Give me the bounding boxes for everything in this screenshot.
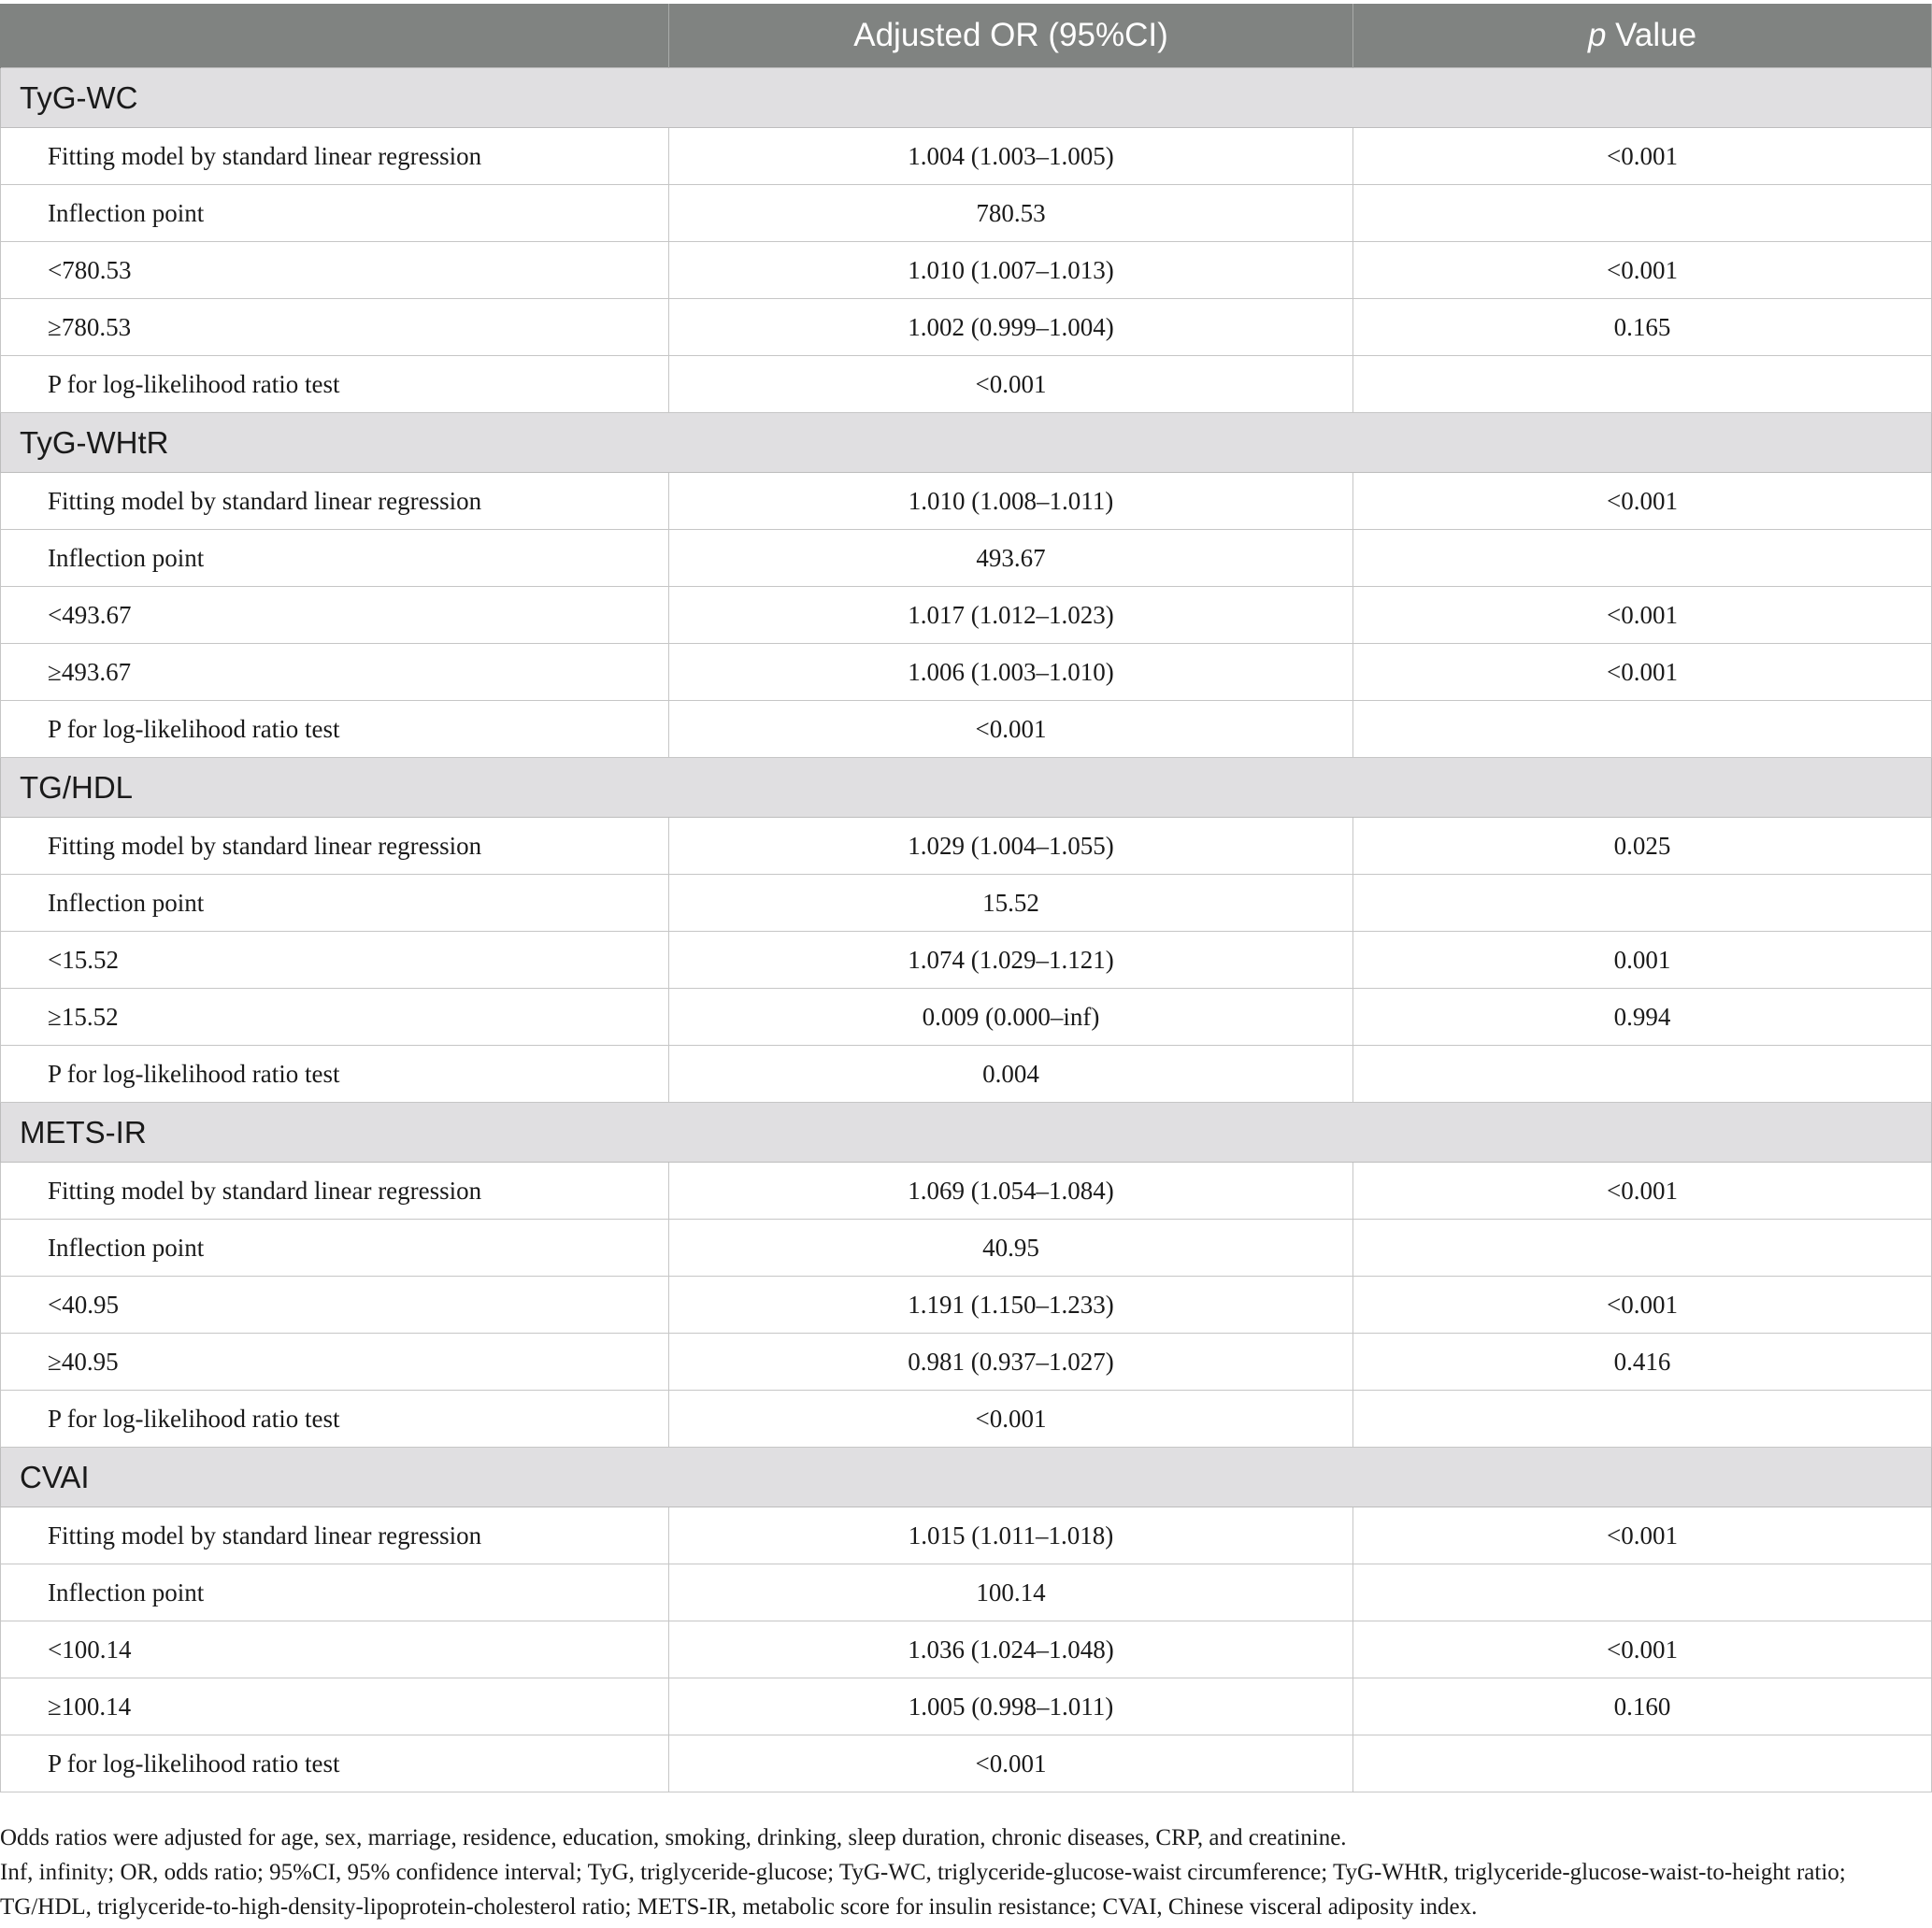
row-label: Fitting model by standard linear regression (1, 1163, 669, 1220)
row-p-value (1353, 185, 1932, 242)
group-row (1, 758, 1932, 818)
row-label: Inflection point (1, 1220, 669, 1277)
row-p-value: <0.001 (1353, 128, 1932, 185)
row-or-value: <0.001 (669, 356, 1353, 413)
table-row (1, 1621, 1932, 1678)
row-p-value: 0.416 (1353, 1334, 1932, 1391)
table-row (1, 299, 1932, 356)
row-p-value: <0.001 (1353, 473, 1932, 530)
group-title: METS-IR (1, 1103, 1932, 1163)
table-row (1, 644, 1932, 701)
table-row (1, 587, 1932, 644)
group-title: TyG-WC (1, 68, 1932, 128)
row-p-value: <0.001 (1353, 242, 1932, 299)
table-row (1, 989, 1932, 1046)
row-p-value: 0.001 (1353, 932, 1932, 989)
table-row (1, 1507, 1932, 1564)
row-or-value: 1.006 (1.003–1.010) (669, 644, 1353, 701)
row-or-value: 1.010 (1.008–1.011) (669, 473, 1353, 530)
row-label: Fitting model by standard linear regression (1, 818, 669, 875)
row-p-value (1353, 701, 1932, 758)
row-label: Fitting model by standard linear regression (1, 1507, 669, 1564)
group-title: TG/HDL (1, 758, 1932, 818)
row-p-value (1353, 1391, 1932, 1448)
table-body (1, 68, 1932, 1792)
row-label: ≥40.95 (1, 1334, 669, 1391)
table-row (1, 1391, 1932, 1448)
row-p-value (1353, 1564, 1932, 1621)
row-label: Inflection point (1, 1564, 669, 1621)
table-row (1, 818, 1932, 875)
row-label: ≥100.14 (1, 1678, 669, 1735)
row-p-value (1353, 530, 1932, 587)
row-or-value: <0.001 (669, 1391, 1353, 1448)
group-title: CVAI (1, 1448, 1932, 1507)
row-label: Fitting model by standard linear regression (1, 128, 669, 185)
table-row (1, 1277, 1932, 1334)
table-row (1, 1046, 1932, 1103)
table-row (1, 875, 1932, 932)
row-p-value (1353, 356, 1932, 413)
row-or-value: <0.001 (669, 701, 1353, 758)
row-label: <40.95 (1, 1277, 669, 1334)
table-row (1, 1735, 1932, 1792)
group-row (1, 413, 1932, 473)
row-p-value (1353, 1735, 1932, 1792)
footnote-abbreviations: Inf, infinity; OR, odds ratio; 95%CI, 95% confidence interval; TyG, triglyceride-glucose; TyG-WC, triglyceride-glucose-waist circumference; TyG-WHtR, triglyceride-glucose-waist-to-height ratio; TG/HDL, triglyceride-to-high-density-lipoprotein-cholesterol ratio; METS-IR, metabolic score for insulin resistance; CVAI, Chinese visceral adiposity index. (0, 1860, 1846, 1920)
table-row (1, 185, 1932, 242)
row-or-value: 1.036 (1.024–1.048) (669, 1621, 1353, 1678)
table-row (1, 932, 1932, 989)
row-label: P for log-likelihood ratio test (1, 1735, 669, 1792)
row-label: ≥780.53 (1, 299, 669, 356)
row-or-value: 1.069 (1.054–1.084) (669, 1163, 1353, 1220)
row-or-value: 1.191 (1.150–1.233) (669, 1277, 1353, 1334)
table-row (1, 356, 1932, 413)
row-or-value: 1.010 (1.007–1.013) (669, 242, 1353, 299)
row-p-value: <0.001 (1353, 1277, 1932, 1334)
header-row (1, 4, 1932, 68)
row-label: ≥15.52 (1, 989, 669, 1046)
row-label: Inflection point (1, 530, 669, 587)
row-label: Inflection point (1, 185, 669, 242)
row-p-value: 0.025 (1353, 818, 1932, 875)
row-p-value: <0.001 (1353, 587, 1932, 644)
row-p-value: <0.001 (1353, 1507, 1932, 1564)
row-or-value: 0.004 (669, 1046, 1353, 1103)
row-p-value: 0.994 (1353, 989, 1932, 1046)
row-label: <493.67 (1, 587, 669, 644)
header-cell-p-value (1353, 4, 1932, 68)
table-row (1, 1678, 1932, 1735)
table-row (1, 530, 1932, 587)
table-row (1, 1163, 1932, 1220)
group-row (1, 1103, 1932, 1163)
row-label: <780.53 (1, 242, 669, 299)
table-row (1, 701, 1932, 758)
row-or-value: 1.002 (0.999–1.004) (669, 299, 1353, 356)
row-p-value (1353, 1046, 1932, 1103)
row-p-value: 0.160 (1353, 1678, 1932, 1735)
row-or-value: <0.001 (669, 1735, 1353, 1792)
row-label: P for log-likelihood ratio test (1, 1046, 669, 1103)
row-or-value: 40.95 (669, 1220, 1353, 1277)
group-row (1, 1448, 1932, 1507)
row-or-value: 1.005 (0.998–1.011) (669, 1678, 1353, 1735)
row-or-value: 780.53 (669, 185, 1353, 242)
row-or-value: 100.14 (669, 1564, 1353, 1621)
group-title: TyG-WHtR (1, 413, 1932, 473)
table-row (1, 242, 1932, 299)
row-label: Fitting model by standard linear regression (1, 473, 669, 530)
table-row (1, 1564, 1932, 1621)
row-label: ≥493.67 (1, 644, 669, 701)
header-cell-or: Adjusted OR (95%CI) (669, 4, 1353, 68)
row-or-value: 1.074 (1.029–1.121) (669, 932, 1353, 989)
results-table-container (0, 4, 1932, 1792)
header-p-rest: Value (1615, 17, 1697, 53)
row-or-value: 15.52 (669, 875, 1353, 932)
table-row (1, 128, 1932, 185)
table-row (1, 1220, 1932, 1277)
row-p-value: 0.165 (1353, 299, 1932, 356)
row-or-value: 1.004 (1.003–1.005) (669, 128, 1353, 185)
row-p-value: <0.001 (1353, 644, 1932, 701)
row-label: P for log-likelihood ratio test (1, 1391, 669, 1448)
row-or-value: 493.67 (669, 530, 1353, 587)
header-p-italic: p (1587, 17, 1607, 53)
row-p-value (1353, 875, 1932, 932)
row-or-value: 1.029 (1.004–1.055) (669, 818, 1353, 875)
row-or-value: 0.009 (0.000–inf) (669, 989, 1353, 1046)
row-or-value: 0.981 (0.937–1.027) (669, 1334, 1353, 1391)
row-p-value: <0.001 (1353, 1163, 1932, 1220)
table-footnotes (0, 1821, 1925, 1924)
table-header (1, 4, 1932, 68)
row-label: P for log-likelihood ratio test (1, 701, 669, 758)
results-table (0, 4, 1932, 1792)
row-label: <15.52 (1, 932, 669, 989)
table-row (1, 1334, 1932, 1391)
row-or-value: 1.015 (1.011–1.018) (669, 1507, 1353, 1564)
footnote-adjustment: Odds ratios were adjusted for age, sex, marriage, residence, education, smoking, drinking, sleep duration, chronic diseases, CRP, and creatinine. (0, 1825, 1347, 1850)
row-p-value: <0.001 (1353, 1621, 1932, 1678)
header-cell-label (1, 4, 669, 68)
table-row (1, 473, 1932, 530)
group-row (1, 68, 1932, 128)
row-p-value (1353, 1220, 1932, 1277)
row-label: Inflection point (1, 875, 669, 932)
row-label: P for log-likelihood ratio test (1, 356, 669, 413)
row-label: <100.14 (1, 1621, 669, 1678)
row-or-value: 1.017 (1.012–1.023) (669, 587, 1353, 644)
